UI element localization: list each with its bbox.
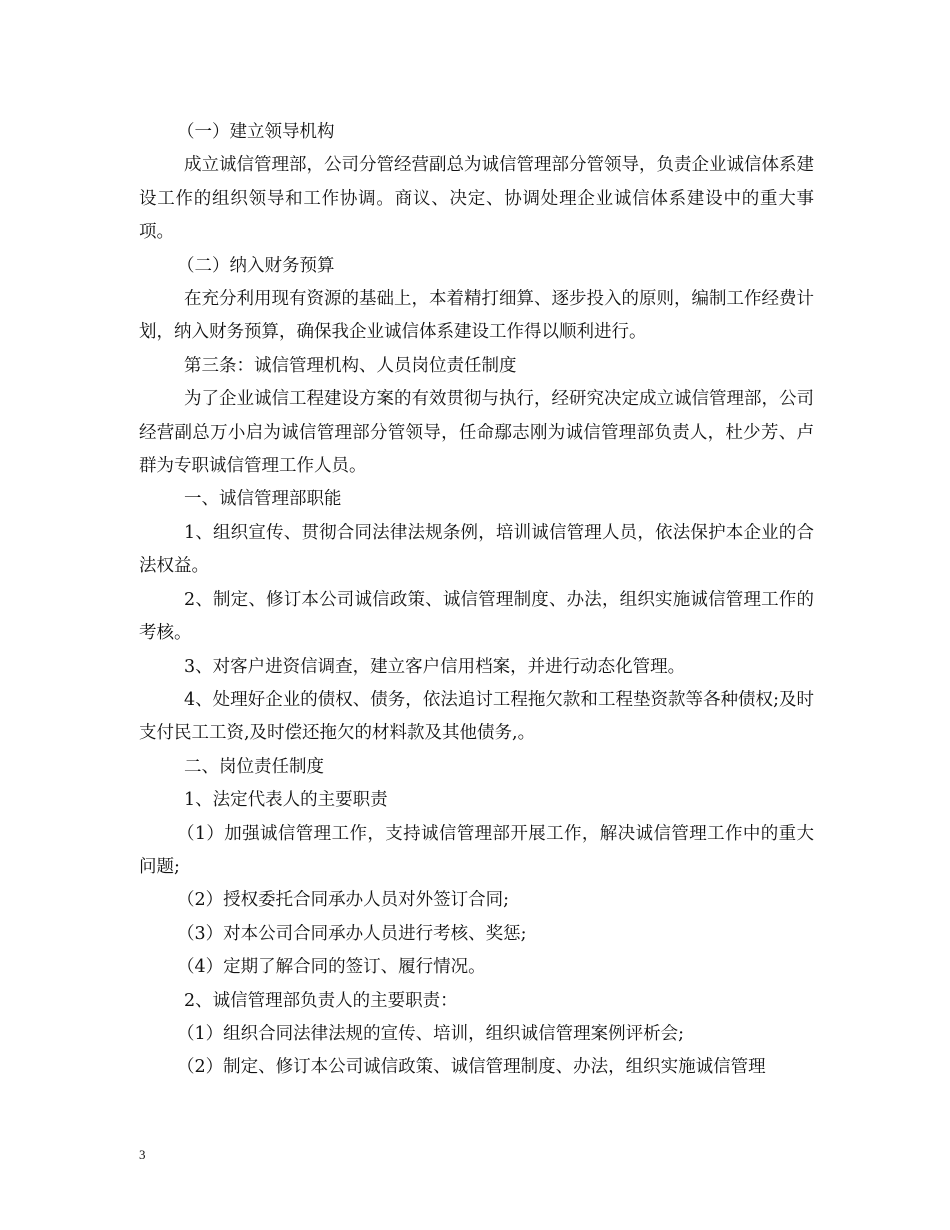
list-item: （3）对本公司合同承办人员进行考核、奖惩; (177, 923, 527, 944)
body-paragraph: 在充分利用现有资源的基础上，本着精打细算、逐步投入的原则，编制工作经费计划，纳入财务预算，确保我企业诚信体系建设工作得以顺利进行。 (139, 289, 814, 343)
list-item: 1、组织宣传、贯彻合同法律法规条例，培训诚信管理人员，依法保护本企业的合法权益。 (139, 522, 814, 577)
subsection-heading: 2、诚信管理部负责人的主要职责： (184, 990, 458, 1011)
body-paragraph: 成立诚信管理部，公司分管经营副总为诚信管理部分管领导，负责企业诚信体系建设工作的组织领导和工作协调。商议、决定、协调处理企业诚信体系建设中的重大事项。 (139, 155, 814, 243)
subsection-heading: 1、法定代表人的主要职责 (184, 790, 388, 811)
list-item: （1）加强诚信管理工作，支持诚信管理部开展工作，解决诚信管理工作中的重大问题; (139, 823, 814, 877)
list-item: （2）授权委托合同承办人员对外签订合同; (177, 890, 510, 911)
list-item: （4）定期了解合同的签订、履行情况。 (177, 957, 486, 978)
page-number: 3 (139, 1147, 146, 1162)
body-paragraph: 为了企业诚信工程建设方案的有效贯彻与执行，经研究决定成立诚信管理部，公司经营副总万小启为诚信管理部分管领导，任命鄢志刚为诚信管理部负责人，杜少芳、卢群为专职诚信管理工作人员。 (139, 389, 814, 477)
section-heading: （一）建立领导机构 (177, 122, 335, 142)
list-item: （1）组织合同法律法规的宣传、培训，组织诚信管理案例评析会; (177, 1023, 685, 1044)
section-heading: 二、岗位责任制度 (184, 756, 324, 777)
section-heading: 一、诚信管理部职能 (184, 489, 342, 510)
list-item: 2、制定、修订本公司诚信政策、诚信管理制度、办法，组织实施诚信管理工作的考核。 (139, 589, 814, 644)
section-heading: （二）纳入财务预算 (177, 255, 335, 276)
list-item: （2）制定、修订本公司诚信政策、诚信管理制度、办法，组织实施诚信管理 (177, 1057, 766, 1078)
article-heading: 第三条：诚信管理机构、人员岗位责任制度 (184, 355, 517, 376)
document-body (139, 116, 814, 1085)
list-item: 3、对客户进资信调查，建立客户信用档案，并进行动态化管理。 (184, 656, 686, 677)
list-item: 4、处理好企业的债权、债务，依法追讨工程拖欠款和工程垫资款等各种债权;及时支付民工工资,及时偿还拖欠的材料款及其他债务,。 (139, 689, 814, 744)
